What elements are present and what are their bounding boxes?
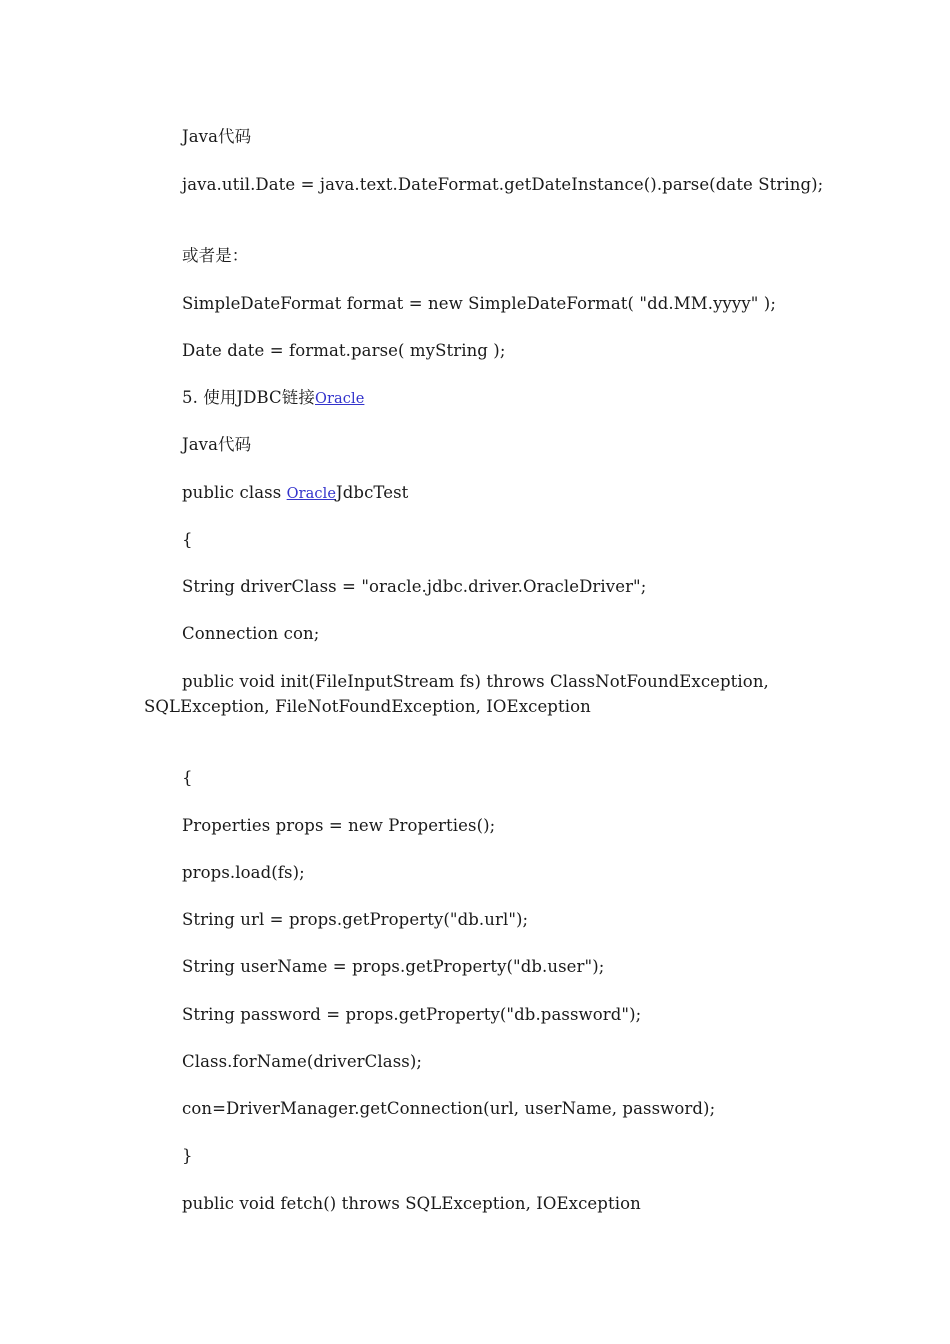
section-label-java-code-2: Java代码 — [182, 435, 252, 454]
code-line-properties: Properties props = new Properties(); — [182, 816, 496, 835]
code-line-date-assign: Date date = format.parse( myString ); — [182, 341, 506, 360]
code-line-init-method: public void init(FileInputStream fs) throws ClassNotFoundException, SQLException, FileNotFoundException, IOException — [144, 672, 775, 716]
section-heading-jdbc-oracle — [144, 385, 844, 412]
code-line-password: String password = props.getProperty("db.password"); — [182, 1005, 642, 1024]
code-line-username: String userName = props.getProperty("db.user"); — [182, 957, 605, 976]
text-line-or: 或者是： — [182, 246, 249, 265]
class-name-suffix: JdbcTest — [336, 483, 409, 502]
code-line-class-forname: Class.forName(driverClass); — [182, 1052, 423, 1071]
code-line-driver-class: String driverClass = "oracle.jdbc.driver.OracleDriver"; — [182, 577, 647, 596]
code-line-class-declaration — [144, 480, 844, 507]
oracle-link[interactable]: Oracle — [315, 391, 365, 407]
oracle-class-link[interactable]: Oracle — [286, 486, 337, 502]
code-line-connection: Connection con; — [182, 624, 320, 643]
code-line-fetch-method: public void fetch() throws SQLException, IOException — [182, 1194, 641, 1213]
code-line-get-connection: con=DriverManager.getConnection(url, userName, password); — [182, 1099, 716, 1118]
code-line-open-brace: { — [182, 530, 193, 549]
class-keyword-text: public class — [182, 483, 287, 502]
code-line-open-brace-2: { — [182, 768, 193, 787]
heading-text: 5. 使用JDBC链接 — [182, 388, 315, 407]
code-line-url: String url = props.getProperty("db.url"); — [182, 910, 529, 929]
code-line-simple-date-format: SimpleDateFormat format = new SimpleDateFormat( "dd.MM.yyyy" ); — [182, 294, 776, 313]
section-label-java-code: Java代码 — [182, 127, 252, 146]
code-line-close-brace: } — [182, 1146, 193, 1165]
code-line-props-load: props.load(fs); — [182, 863, 305, 882]
code-line-date-parse: java.util.Date = java.text.DateFormat.getDateInstance().parse(date String); — [182, 175, 824, 194]
